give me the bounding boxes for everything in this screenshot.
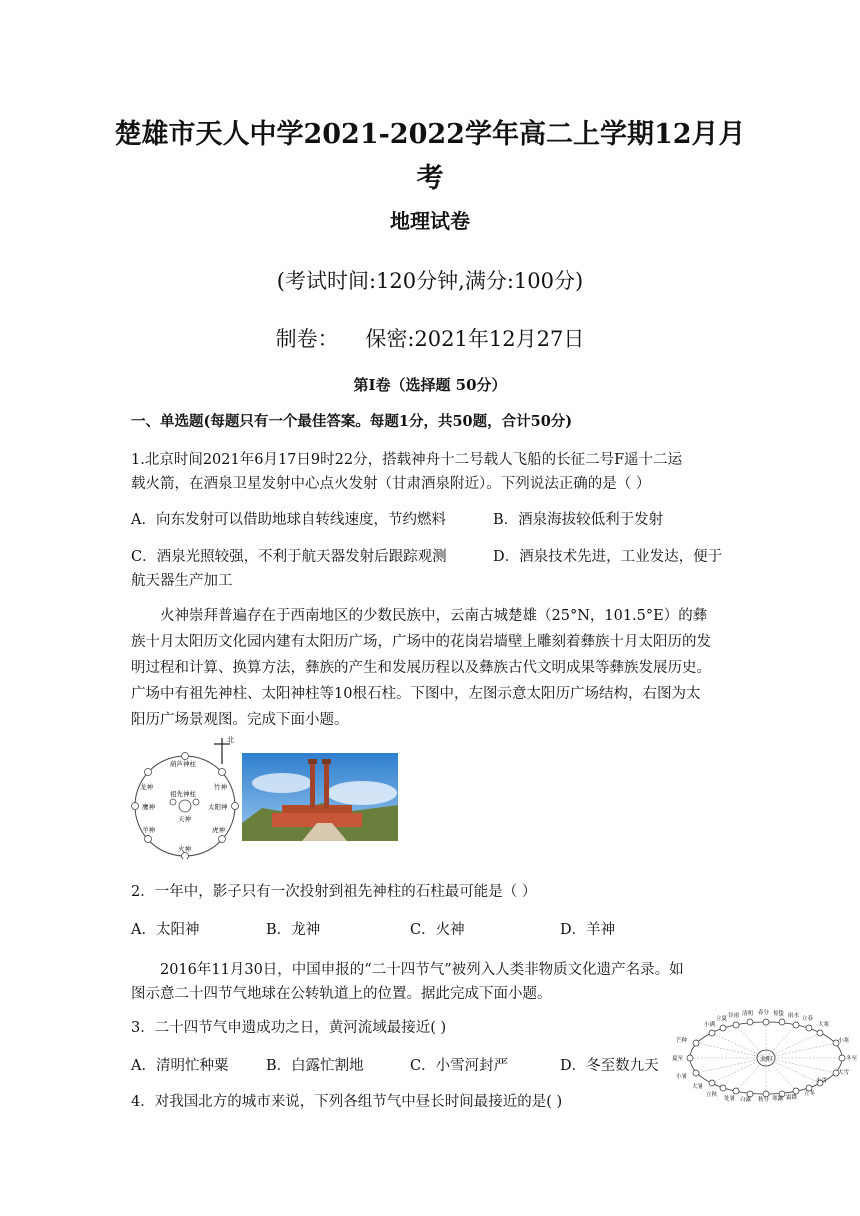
- term-chunfen: 春分: [758, 1010, 770, 1016]
- label-yangshen: 羊神: [142, 826, 155, 834]
- prepared-line: 制卷： 保密:2021年12月27日: [275, 327, 585, 351]
- term-dongzhi: 冬至: [846, 1056, 858, 1062]
- term-xiaohan: 小寒: [838, 1038, 850, 1044]
- label-longshen: 龙神: [140, 783, 153, 791]
- section-title: 第Ⅰ卷（选择题 50分）: [353, 376, 507, 394]
- term-xiaoxue: 小雪: [816, 1078, 828, 1084]
- label-tianshen: 天神: [178, 815, 191, 823]
- passage1-line2: 族十月太阳历文化园内建有太阳历广场，广场中的花岗岩墙壁上雕刻着彝族十月太阳历的发: [131, 634, 711, 650]
- term-qingming: 清明: [742, 1011, 754, 1017]
- q2-option-b: B．龙神: [266, 922, 321, 938]
- term-qiufen: 秋分: [758, 1097, 770, 1102]
- north-label: 北: [227, 736, 234, 744]
- term-jingzhe: 惊蛰: [773, 1011, 785, 1017]
- q1-stem-line2: 载火箭，在酒泉卫星发射中心点火发射（甘肃酒泉附近）。下列说法正确的是（ ）: [131, 476, 651, 492]
- q2-stem: 2．一年中，影子只有一次投射到祖先神柱的石柱最可能是（ ）: [131, 884, 537, 900]
- q1-option-d-line2: 航天器生产加工: [131, 573, 233, 589]
- exam-title-line1: 楚雄市天人中学2021-2022学年高二上学期12月月: [114, 119, 746, 150]
- passage2-line1: 2016年11月30日，中国申报的“二十四节气”被列入人类非物质文化遗产名录。如: [160, 962, 684, 978]
- q1-option-d-line1: D．酒泉技术先进，工业发达，便于: [493, 549, 723, 565]
- exam-info: (考试时间:120分钟,满分:100分): [276, 269, 584, 293]
- section-instruction: 一、单选题(每题只有一个最佳答案。每题1分，共50题，合计50分): [131, 413, 573, 430]
- label-taiyangshen: 太阳神: [208, 803, 228, 811]
- subject-title: 地理试卷: [390, 209, 470, 233]
- q2-option-a: A．太阳神: [131, 922, 200, 938]
- term-lidong: 立冬: [804, 1091, 816, 1097]
- term-dahan: 大寒: [818, 1022, 830, 1028]
- q4-stem: 4．对我国北方的城市来说，下列各组节气中昼长时间最接近的是( ): [131, 1094, 563, 1110]
- solar-terms-orbit-diagram: [666, 1006, 860, 1102]
- plaza-landscape-photo: [242, 753, 398, 841]
- passage1-line1: 火神崇拜普遍存在于西南地区的少数民族中，云南古城楚雄（25°N，101.5°E）的彝: [160, 608, 708, 624]
- q2-option-d: D．羊神: [560, 922, 616, 938]
- term-shuangjiang: 霜降: [786, 1095, 798, 1101]
- q1-option-c: C．酒泉光照较强，不利于航天器发射后跟踪观测: [131, 549, 447, 565]
- term-yushui: 雨水: [788, 1013, 800, 1019]
- term-mangzhong: 芒种: [676, 1038, 688, 1044]
- q1-stem-line1: 1.北京时间2021年6月17日9时22分，搭载神舟十二号载人飞船的长征二号F遥十二运: [131, 452, 683, 468]
- passage1-line5: 阳历广场景观图。完成下面小题。: [131, 712, 349, 728]
- sun-label: 太阳: [760, 1056, 773, 1063]
- term-hanlu: 寒露: [772, 1096, 784, 1102]
- term-daxue: 大雪: [838, 1070, 850, 1076]
- plaza-structure-diagram: [128, 734, 240, 859]
- label-huoshen: 火神: [178, 845, 191, 853]
- label-hushen: 虎神: [212, 826, 225, 834]
- q3-option-a: A．清明忙种粟: [131, 1058, 229, 1074]
- label-zhuxian: 祖先神柱: [170, 790, 196, 798]
- term-guyu: 谷雨: [728, 1013, 740, 1019]
- label-yingshen: 鹰神: [142, 803, 155, 811]
- q3-stem: 3．二十四节气申遗成功之日，黄河流域最接近( ): [131, 1020, 447, 1036]
- term-lichun: 立春: [802, 1016, 814, 1022]
- passage1-line4: 广场中有祖先神柱、太阳神柱等10根石柱。下图中，左图示意太阳历广场结构，右图为太: [131, 686, 701, 702]
- label-hulu: 葫芦神柱: [170, 760, 196, 768]
- term-liqiu: 立秋: [706, 1092, 718, 1098]
- term-lixia: 立夏: [716, 1016, 728, 1022]
- label-zhushen: 竹神: [214, 783, 227, 791]
- q2-option-c: C．火神: [410, 922, 465, 938]
- term-chushu: 处暑: [724, 1096, 736, 1102]
- q3-option-b: B．白露忙割地: [266, 1058, 364, 1074]
- passage1-line3: 明过程和计算、换算方法，彝族的产生和发展历程以及彝族古代文明成果等彝族发展历史。: [131, 660, 711, 676]
- term-xiaoman: 小满: [704, 1022, 716, 1028]
- q3-option-c: C．小雪河封严: [410, 1058, 509, 1074]
- term-bailu: 白露: [740, 1097, 752, 1102]
- q1-option-b: B．酒泉海拔较低利于发射: [493, 512, 664, 528]
- q3-option-d: D．冬至数九天: [560, 1058, 659, 1074]
- term-xiaoshu: 小暑: [676, 1074, 688, 1080]
- term-xiazhi: 夏至: [672, 1056, 684, 1062]
- passage2-line2: 图示意二十四节气地球在公转轨道上的位置。据此完成下面小题。: [131, 986, 552, 1002]
- term-dashu: 大暑: [692, 1084, 704, 1090]
- exam-title-line2: 考: [416, 163, 444, 194]
- q1-option-a: A．向东发射可以借助地球自转线速度，节约燃料: [131, 512, 446, 528]
